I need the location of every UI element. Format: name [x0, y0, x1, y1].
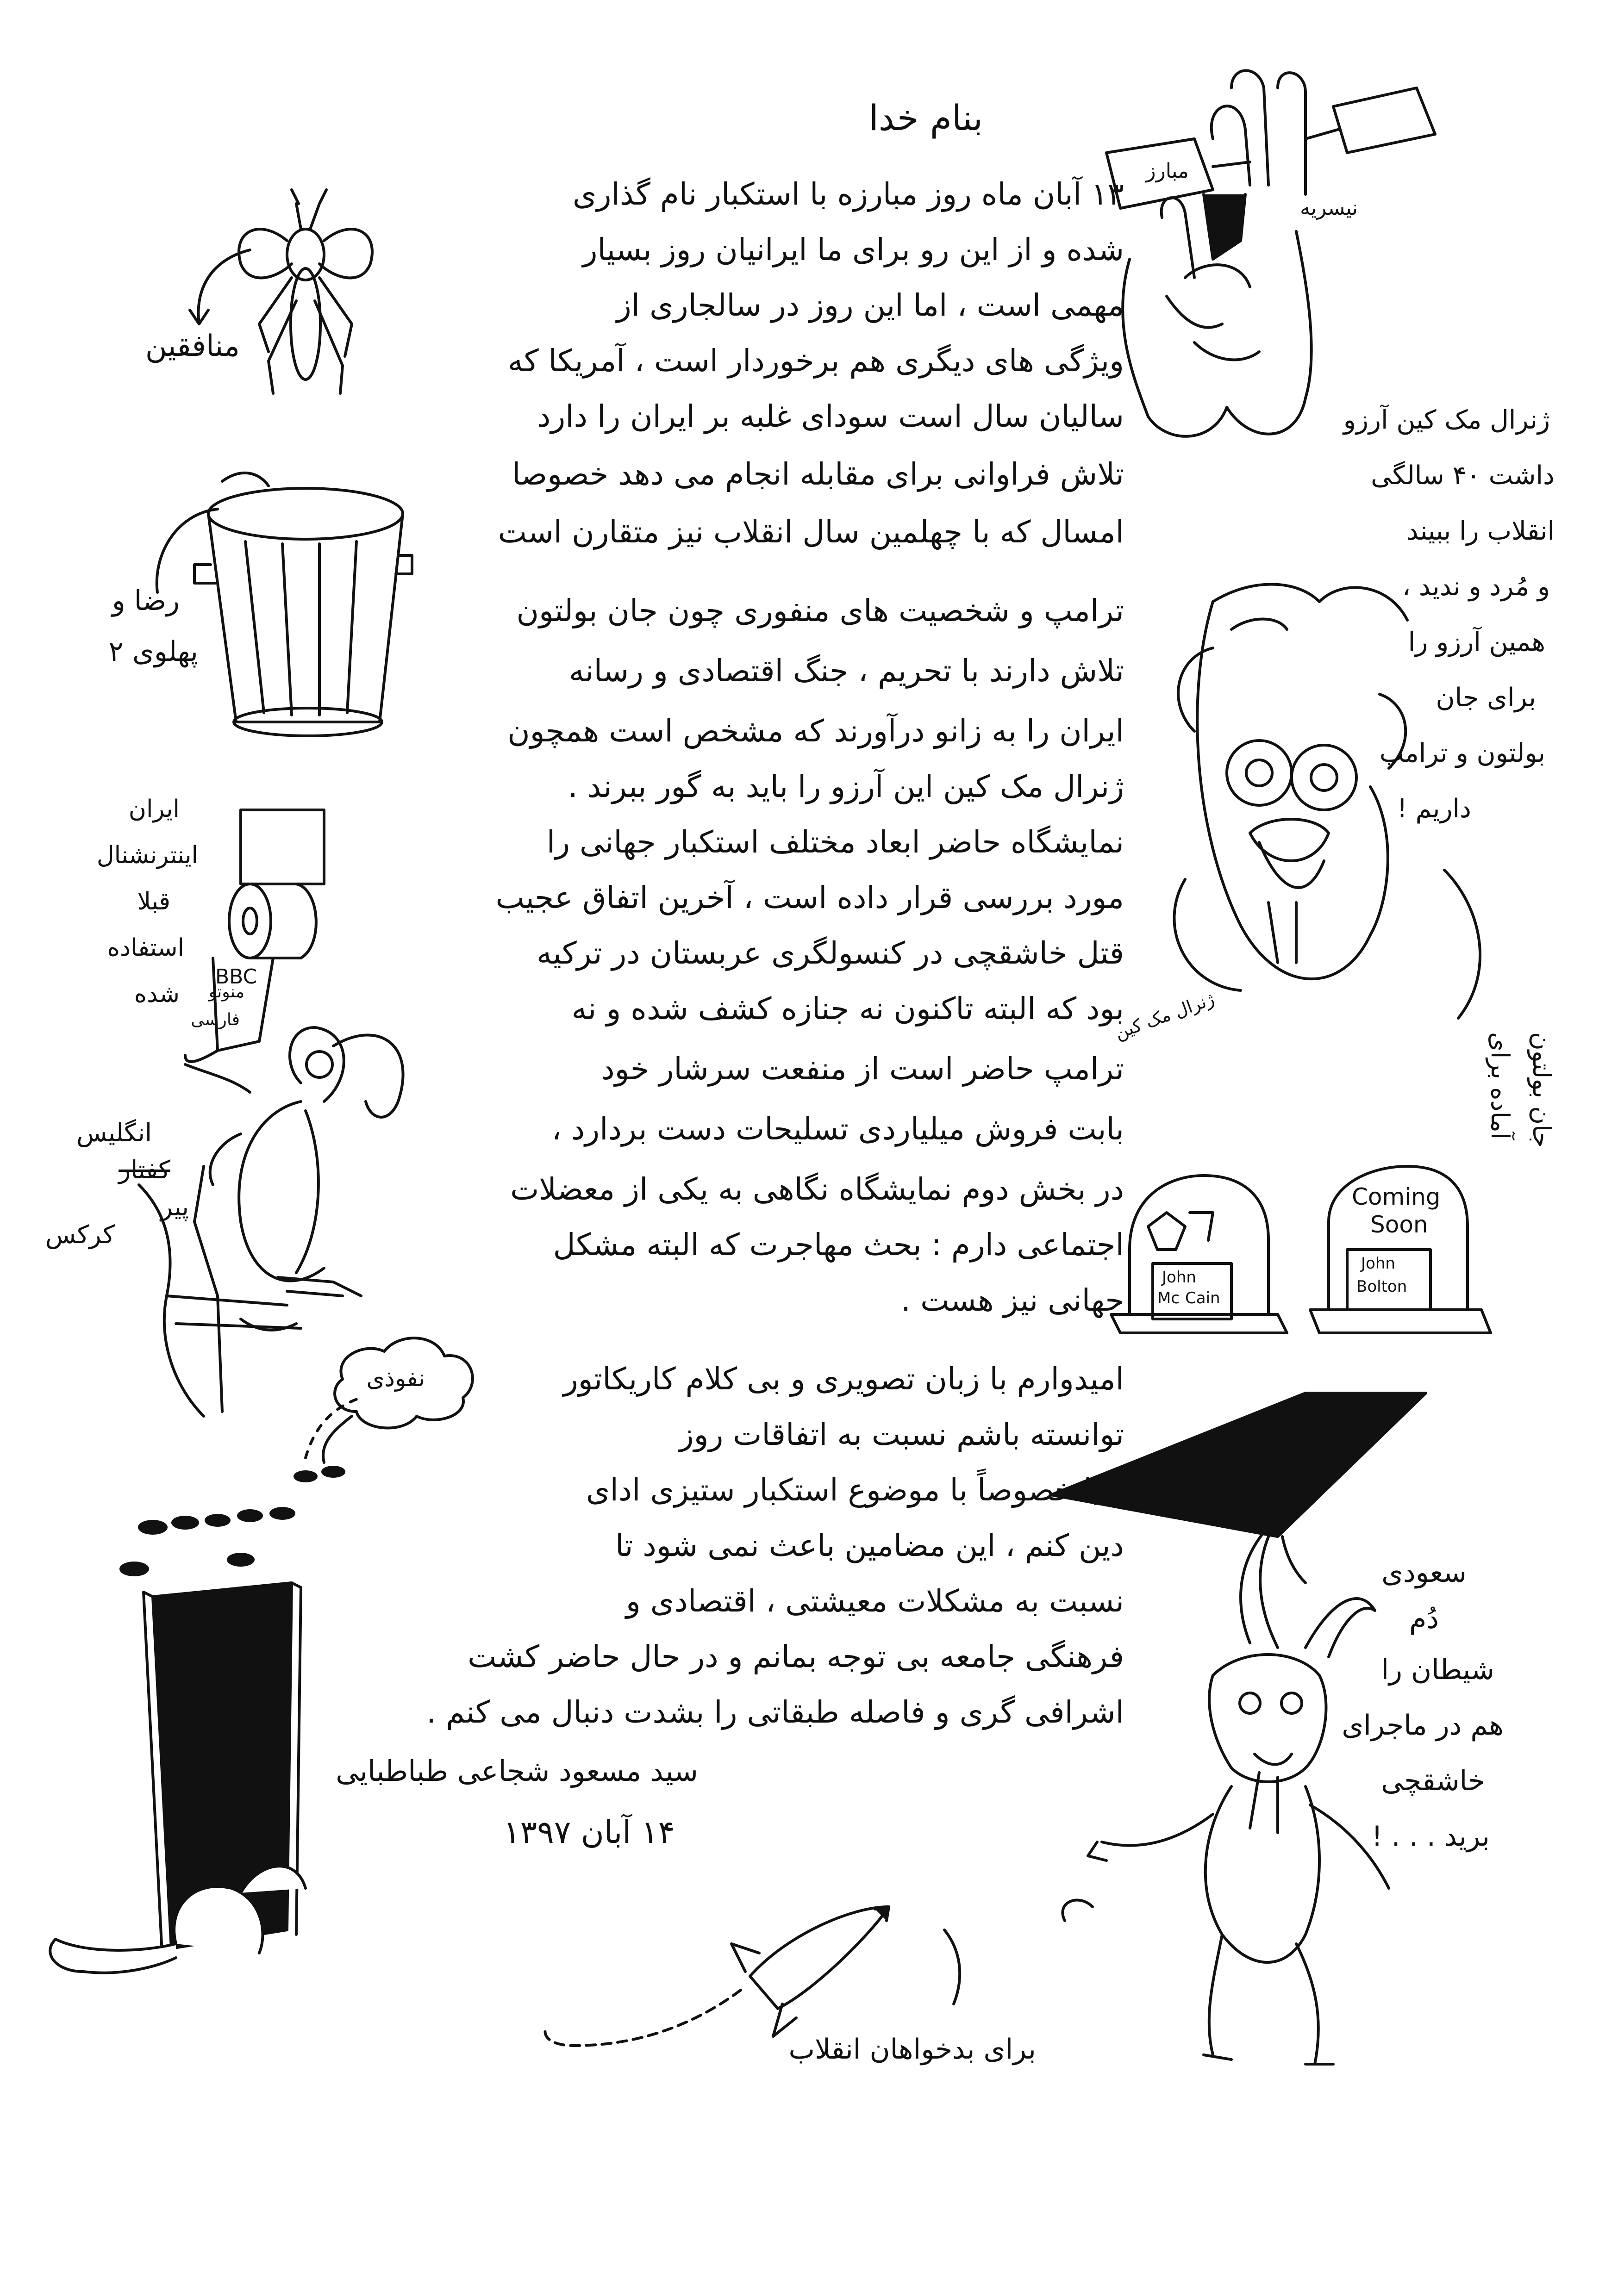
bbc-label: فارسی — [191, 1010, 240, 1029]
body-line: ۱۳ آبان ماه روز مبارزه با استکبار نام گذاری — [572, 176, 1124, 212]
caption-iran-intl: استفاده — [107, 934, 184, 962]
page-heading: بنام خدا — [868, 97, 983, 138]
tombstone-bolton: John — [1361, 1254, 1395, 1273]
body-line: ترامپ و شخصیت های منفوری چون جان بولتون — [516, 593, 1124, 628]
grave-edge — [1282, 1537, 1305, 1583]
body-line: ترامپ حاضر است از منفعت سرشار خود — [601, 1051, 1124, 1087]
hand-drawing — [1123, 71, 1312, 436]
tombstone-mccain: John — [1162, 1268, 1196, 1287]
body-line: امسال که با چهلمین سال انقلاب نیز متقارن است — [498, 514, 1124, 550]
caption-mccain-wish: همین آرزو را — [1408, 627, 1545, 657]
body-line: توانسته باشم نسبت به اتفاقات روز — [679, 1417, 1124, 1452]
caption-iran-intl: ایران — [128, 795, 180, 823]
tombstone-mccain: Cain — [1185, 1289, 1220, 1307]
tombstone-coming: Coming — [1352, 1183, 1441, 1210]
caption-saudi: شیطان را — [1381, 1654, 1494, 1686]
body-line: تلاش فراوانی برای مقابله انجام می دهد خصوصا — [512, 456, 1124, 492]
monitor-drawing — [50, 1583, 306, 1973]
caption-general-mccain: ژنرال مک کین — [1112, 988, 1217, 1044]
body-line: مهمی است ، اما این روز در سالجاری از — [616, 287, 1124, 323]
body-line: اشرافی گری و فاصله طبقاتی را بشدت دنبال می کنم . — [426, 1694, 1124, 1730]
body-line: ایران را به زانو درآورند که مشخص است همچون — [507, 713, 1124, 749]
caption-england: انگلیس — [76, 1118, 152, 1147]
body-line: امیدوارم با زبان تصویری و بی کلام کاریکاتور — [563, 1361, 1124, 1397]
rocket-drawing — [545, 1907, 889, 2046]
tombstone-mccain: Mc — [1157, 1289, 1180, 1307]
body-line: بود که البته تاکنون نه جنازه کشف شده و نه — [571, 991, 1124, 1027]
caption-iran-intl: قبلا — [137, 888, 170, 915]
caption-nofuzi: نفوذی — [366, 1365, 425, 1392]
body-line: دین کنم ، این مضامین باعث نمی شود تا — [615, 1528, 1124, 1563]
body-line: نسبت به مشکلات معیشتی ، اقتصادی و — [625, 1583, 1124, 1619]
grave-drawing — [1051, 1393, 1426, 1537]
body-line: دنیا خصوصاً با موضوع استکبار ستیزی ادای — [586, 1472, 1124, 1508]
caption-mccain-wish: انقلاب را ببیند — [1406, 516, 1555, 546]
caption-naisreh: نیسریه — [1300, 196, 1358, 220]
tombstone-bolton: Bolton — [1356, 1277, 1407, 1296]
tombstone-soon: Soon — [1370, 1211, 1428, 1238]
body-line: قتل خاشقچی در کنسولگری عربستان در ترکیه — [536, 935, 1124, 971]
body-line: نمایشگاه حاضر ابعاد مختلف استکبار جهانی را — [546, 824, 1124, 860]
caption-ready: جان بولتون — [1527, 1032, 1556, 1148]
caption-mccain-wish: داریم ! — [1397, 794, 1471, 824]
caption-saudi: هم در ماجرای — [1342, 1709, 1504, 1742]
caption-mccain-wish: و مُرد و ندید ، — [1402, 572, 1550, 602]
mccain-pointer — [1444, 870, 1480, 1018]
bbc-label: BBC — [215, 965, 257, 989]
body-line: جهانی نیز هست . — [901, 1282, 1124, 1318]
caption-england: پیر — [160, 1192, 189, 1221]
rocket-pointer — [944, 1930, 960, 2004]
body-line: در بخش دوم نمایشگاه نگاهی به یکی از معضلات — [510, 1171, 1124, 1207]
flag-sticks — [1213, 130, 1338, 167]
mccain-face-drawing — [1174, 585, 1407, 991]
signature-name: سید مسعود شجاعی طباطبایی — [336, 1754, 698, 1788]
body-line: ویژگی های دیگری هم برخوردار است ، آمریکا که — [507, 343, 1124, 379]
caption-iran-intl: اینترنشنال — [96, 841, 198, 869]
body-line: سالیان سال است سودای غلبه بر ایران را دارد — [537, 398, 1124, 434]
caption-reza-line2: پهلوی ۲ — [108, 635, 198, 668]
body-line: شده و از این رو برای ما ایرانیان روز بسیار — [582, 232, 1124, 268]
caption-england: کرکس — [45, 1220, 115, 1249]
body-line: مورد بررسی قرار داده است ، آخرین اتفاق عجیب — [495, 880, 1124, 915]
caption-rocket: برای بدخواهان انقلاب — [788, 2033, 1036, 2066]
caption-iran-intl: شده — [134, 980, 180, 1008]
caption-mccain-wish: بولتون و ترامپ — [1379, 738, 1545, 768]
footprints-path — [306, 1398, 361, 1458]
naisreh-flag — [1333, 88, 1435, 153]
caption-reza-line1: رضا و — [112, 585, 180, 617]
caption-mobaraz: مبارز — [1146, 159, 1189, 183]
body-line: بابت فروش میلیاردی تسلیحات دست بردارد ، — [551, 1111, 1124, 1147]
caption-saudi: سعودی — [1381, 1556, 1467, 1589]
caption-saudi: خاشقچی — [1381, 1765, 1485, 1797]
caption-saudi: دُم — [1409, 1603, 1439, 1635]
signature-date: ۱۴ آبان ۱۳۹۷ — [503, 1814, 675, 1851]
caption-ready: آماده برای — [1486, 1032, 1515, 1139]
caption-monafeghin: منافقین — [145, 329, 240, 363]
body-line: تلاش دارند با تحریم ، جنگ اقتصادی و رسانه — [568, 653, 1124, 689]
caption-saudi: برید . . . ! — [1371, 1820, 1490, 1853]
body-line: ژنرال مک کین این آرزو را باید به گور ببرند . — [568, 769, 1124, 804]
body-line: اجتماعی دارم : بحث مهاجرت که البته مشکل — [553, 1227, 1124, 1263]
trash-can-drawing — [157, 473, 412, 736]
caption-england: کفتار — [119, 1155, 170, 1184]
body-line: فرهنگی جامعه بی توجه بمانم و در حال حاضر کشت — [468, 1639, 1124, 1674]
caption-mccain-wish: ژنرال مک کین آرزو — [1343, 405, 1550, 435]
bbc-label: منوتو — [208, 983, 244, 1002]
footprints-drawing — [119, 1466, 345, 1576]
nofuzi-pointer — [323, 1416, 352, 1462]
caption-mccain-wish: برای جان — [1436, 683, 1536, 713]
caption-mccain-wish: داشت ۴۰ سالگی — [1371, 460, 1555, 491]
